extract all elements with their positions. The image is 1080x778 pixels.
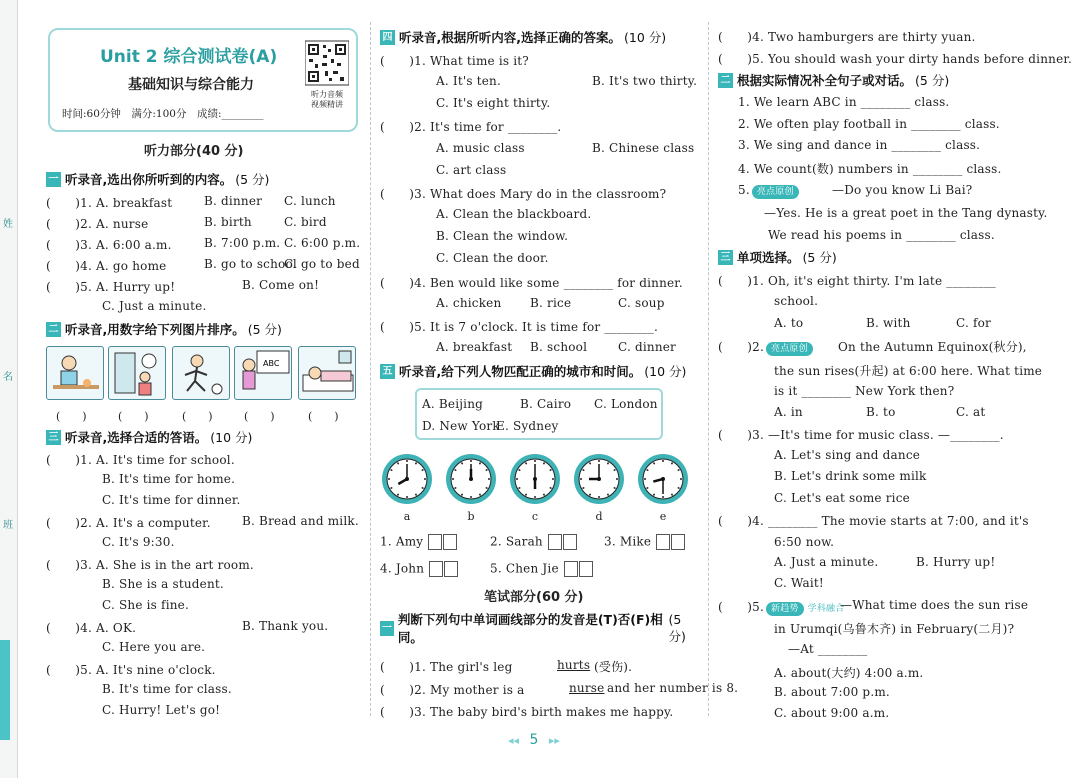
answer-box[interactable]: [579, 561, 593, 577]
question-option: C. bird: [284, 215, 327, 229]
question-option: ( )1. A. breakfast: [46, 196, 173, 210]
answer-line: B. Chinese class: [592, 141, 695, 155]
answer-line: —At ________: [788, 642, 868, 656]
highlight-tag: 亮点原创: [752, 185, 799, 199]
answer-line: C. Here you are.: [102, 640, 206, 654]
answer-line: A. Clean the blackboard.: [436, 207, 592, 221]
picture-sleeping: [298, 346, 356, 400]
clock-label: b: [467, 510, 475, 523]
answer-line: ( )3. A. She is in the art room.: [46, 558, 254, 572]
order-blank[interactable]: ( ): [118, 410, 149, 423]
page-subtitle: 基础知识与综合能力: [128, 77, 254, 93]
city-option: E. Sydney: [496, 419, 559, 433]
person-match: 3. Mike: [604, 534, 685, 550]
side-mark: 姓: [3, 219, 13, 230]
answer-line: ( )4. ________ The movie starts at 7:00, and it's: [718, 514, 1029, 528]
answer-line: A. Just a minute.: [774, 555, 879, 569]
answer-line: C. soup: [618, 296, 665, 310]
question-option: ( )4. A. go home: [46, 259, 167, 273]
clock-label: a: [403, 510, 411, 523]
page-title: Unit 2 综合测试卷(A): [100, 47, 278, 67]
answer-line: B. Hurry up!: [916, 555, 996, 569]
answer-line: B. It's time for home.: [102, 472, 236, 486]
answer-box[interactable]: [671, 534, 685, 550]
answer-line: ( )2. 亮点原创: [718, 338, 817, 356]
answer-line: A. It's ten.: [436, 74, 501, 88]
person-match: 2. Sarah: [490, 534, 577, 550]
answer-line: —What time does the sun rise: [840, 598, 1029, 612]
answer-line: A. breakfast: [436, 340, 513, 354]
answer-line: in Urumqi(乌鲁木齐) in February(二月)?: [774, 622, 1015, 636]
answer-line: B. school: [530, 340, 588, 354]
answer-box[interactable]: [563, 534, 577, 550]
question-option: C. go to bed: [284, 257, 360, 271]
question-option: C. Just a minute.: [102, 299, 207, 313]
answer-line: ( )1. The girl's leg: [380, 660, 513, 674]
answer-line: ( )4. A. OK.: [46, 621, 137, 635]
answer-line: On the Autumn Equinox(秋分),: [838, 340, 1027, 354]
order-blank[interactable]: ( ): [182, 410, 213, 423]
answer-line: ( )3. The baby bird's birth makes me happy.: [380, 705, 674, 719]
answer-line: C. Hurry! Let's go!: [102, 703, 221, 717]
answer-line: A. about(大约) 4:00 a.m.: [774, 666, 924, 680]
answer-line: C. It's time for dinner.: [102, 493, 241, 507]
section-5-title: 五 听录音,给下列人物匹配正确的城市和时间。 (10 分): [380, 362, 686, 380]
picture-classroom: [234, 346, 292, 400]
column-divider: [370, 22, 371, 716]
answer-line: ( )5. It is 7 o'clock. It is time for ________.: [380, 320, 658, 334]
answer-line: C. Clean the door.: [436, 251, 549, 265]
answer-line: C. for: [956, 316, 991, 330]
page-footer: ◂◂ 5 ▸▸: [508, 732, 560, 748]
answer-line: C. Let's eat some rice: [774, 491, 910, 505]
city-option: B. Cairo: [520, 397, 572, 411]
answer-line: 3. We sing and dance in ________ class.: [738, 138, 981, 152]
written-section-2-title: 二 根据实际情况补全句子或对话。 (5 分): [718, 71, 949, 89]
answer-line: 2. We often play football in ________ class.: [738, 117, 1000, 131]
title-box: [48, 28, 358, 132]
answer-line: and her number is 8.: [607, 681, 739, 695]
clock-label: e: [659, 510, 667, 523]
answer-line: C. about 9:00 a.m.: [774, 706, 890, 720]
answer-line: B. about 7:00 p.m.: [774, 685, 890, 699]
city-option: D. New York: [422, 419, 500, 433]
answer-line: is it ________ New York then?: [774, 384, 955, 398]
answer-line: C. It's eight thirty.: [436, 96, 551, 110]
answer-line: B. Clean the window.: [436, 229, 569, 243]
column-divider: [708, 22, 709, 716]
binding-edge: [0, 0, 18, 778]
clock-icon: [508, 452, 562, 506]
section-3-title: 三 听录音,选择合适的答语。 (10 分): [46, 428, 252, 446]
answer-line: A. music class: [436, 141, 525, 155]
answer-line: ( )2. A. It's a computer.: [46, 516, 211, 530]
clock-label: d: [595, 510, 603, 523]
answer-line: 6:50 now.: [774, 535, 835, 549]
answer-box[interactable]: [428, 534, 442, 550]
order-blank[interactable]: ( ): [308, 410, 339, 423]
answer-line: C. art class: [436, 163, 507, 177]
answer-box[interactable]: [443, 534, 457, 550]
answer-box[interactable]: [429, 561, 443, 577]
underlined-word: nurse: [569, 681, 605, 695]
answer-line: ( )3. What does Mary do in the classroom?: [380, 187, 667, 201]
answer-line: A. to: [774, 316, 804, 330]
answer-line: 4. We count(数) numbers in ________ class.: [738, 162, 1002, 176]
question-option: ( )5. A. Hurry up!: [46, 280, 176, 294]
clock-icon: [380, 452, 434, 506]
answer-line: —Do you know Li Bai?: [832, 183, 973, 197]
person-match: 4. John: [380, 561, 458, 577]
section-1-title: 一 听录音,选出你所听到的内容。 (5 分): [46, 170, 269, 188]
answer-line: We read his poems in ________ class.: [768, 228, 995, 242]
answer-line: ( )1. A. It's time for school.: [46, 453, 235, 467]
svg-text:ABC: ABC: [263, 359, 280, 368]
answer-line: C. dinner: [618, 340, 676, 354]
answer-line: B. rice: [530, 296, 572, 310]
side-mark: 名: [3, 372, 13, 383]
answer-line: ( )4. Two hamburgers are thirty yuan.: [718, 30, 976, 44]
question-option: C. lunch: [284, 194, 336, 208]
question-option: B. Come on!: [242, 278, 320, 292]
answer-line: C. at: [956, 405, 986, 419]
answer-line: ( )5. A. It's nine o'clock.: [46, 663, 216, 677]
answer-line: B. Thank you.: [242, 619, 329, 633]
answer-line: ( )1. What time is it?: [380, 54, 529, 68]
person-match: 1. Amy: [380, 534, 457, 550]
question-option: B. dinner: [204, 194, 263, 208]
order-blank[interactable]: ( ): [244, 410, 275, 423]
answer-line: —Yes. He is a great poet in the Tang dynasty.: [764, 206, 1048, 220]
clock-label: c: [531, 510, 539, 523]
question-option: B. go to school: [204, 257, 297, 271]
question-option: B. birth: [204, 215, 252, 229]
underlined-word: hurts: [557, 658, 591, 672]
written-section-3-title: 三 单项选择。 (5 分): [718, 248, 837, 266]
answer-line: C. Wait!: [774, 576, 824, 590]
answer-line: ( )4. Ben would like some ________ for dinner.: [380, 276, 683, 290]
answer-line: B. with: [866, 316, 911, 330]
answer-line: school.: [774, 294, 819, 308]
city-option: A. Beijing: [422, 397, 484, 411]
question-option: ( )3. A. 6:00 a.m.: [46, 238, 172, 252]
edge-bar: [0, 640, 10, 740]
qr-caption: 听力音频 视频精讲: [311, 90, 343, 109]
answer-line: ( )2. My mother is a: [380, 683, 525, 697]
highlight-tag: 亮点原创: [766, 342, 813, 356]
answer-line: 1. We learn ABC in ________ class.: [738, 95, 950, 109]
written-part-title: 笔试部分(60 分): [484, 590, 584, 605]
qr-code-icon[interactable]: [305, 38, 349, 88]
answer-line: ( )3. —It's time for music class. —________.: [718, 428, 1004, 442]
answer-line: the sun rises(升起) at 6:00 here. What time: [774, 364, 1043, 378]
answer-line: C. She is fine.: [102, 598, 189, 612]
listening-part-title: 听力部分(40 分): [144, 144, 244, 159]
written-section-1-title: 一 判断下列句中单词画线部分的发音是(T)否(F)相同。 (5 分): [381, 611, 686, 645]
city-option: C. London: [594, 397, 658, 411]
answer-line: A. Let's sing and dance: [774, 448, 921, 462]
answer-box[interactable]: [656, 534, 670, 550]
answer-line: B. It's time for class.: [102, 682, 232, 696]
order-blank[interactable]: ( ): [56, 410, 87, 423]
answer-line: (受伤).: [594, 660, 633, 674]
person-match: 5. Chen Jie: [490, 561, 593, 577]
answer-line: ( )5. 新趋势 学科融合: [718, 600, 845, 614]
answer-line: B. She is a student.: [102, 577, 224, 591]
answer-line: C. It's 9:30.: [102, 535, 175, 549]
answer-box[interactable]: [564, 561, 578, 577]
answer-box[interactable]: [548, 534, 562, 550]
answer-line: B. It's two thirty.: [592, 74, 698, 88]
picture-eating: [46, 346, 104, 400]
answer-line: B. Let's drink some milk: [774, 469, 927, 483]
picture-running: [172, 346, 230, 400]
section-2-title: 二 听录音,用数字给下列图片排序。 (5 分): [46, 320, 282, 338]
answer-line: ( )5. You should wash your dirty hands before dinner.: [718, 52, 1073, 66]
clock-icon: [572, 452, 626, 506]
answer-line: 5. 亮点原创: [738, 183, 803, 199]
answer-box[interactable]: [444, 561, 458, 577]
trend-tag: 新趋势: [766, 602, 804, 616]
answer-line: A. chicken: [436, 296, 502, 310]
page-number: 5: [529, 732, 539, 748]
answer-line: ( )2. It's time for ________.: [380, 120, 562, 134]
answer-line: ( )1. Oh, it's eight thirty. I'm late ________: [718, 274, 996, 288]
exam-meta: 时间:60分钟 满分:100分 成绩:________: [62, 108, 264, 120]
question-option: B. 7:00 p.m.: [204, 236, 281, 250]
picture-clock-door: [108, 346, 166, 400]
answer-line: B. Bread and milk.: [242, 514, 359, 528]
clock-icon: [636, 452, 690, 506]
answer-line: B. to: [866, 405, 896, 419]
subject-tag: 学科融合: [807, 604, 845, 614]
clock-icon: [444, 452, 498, 506]
question-option: ( )2. A. nurse: [46, 217, 149, 231]
answer-line: A. in: [774, 405, 803, 419]
question-option: C. 6:00 p.m.: [284, 236, 361, 250]
side-mark: 班: [3, 520, 13, 531]
section-4-title: 四 听录音,根据所听内容,选择正确的答案。 (10 分): [380, 28, 666, 46]
